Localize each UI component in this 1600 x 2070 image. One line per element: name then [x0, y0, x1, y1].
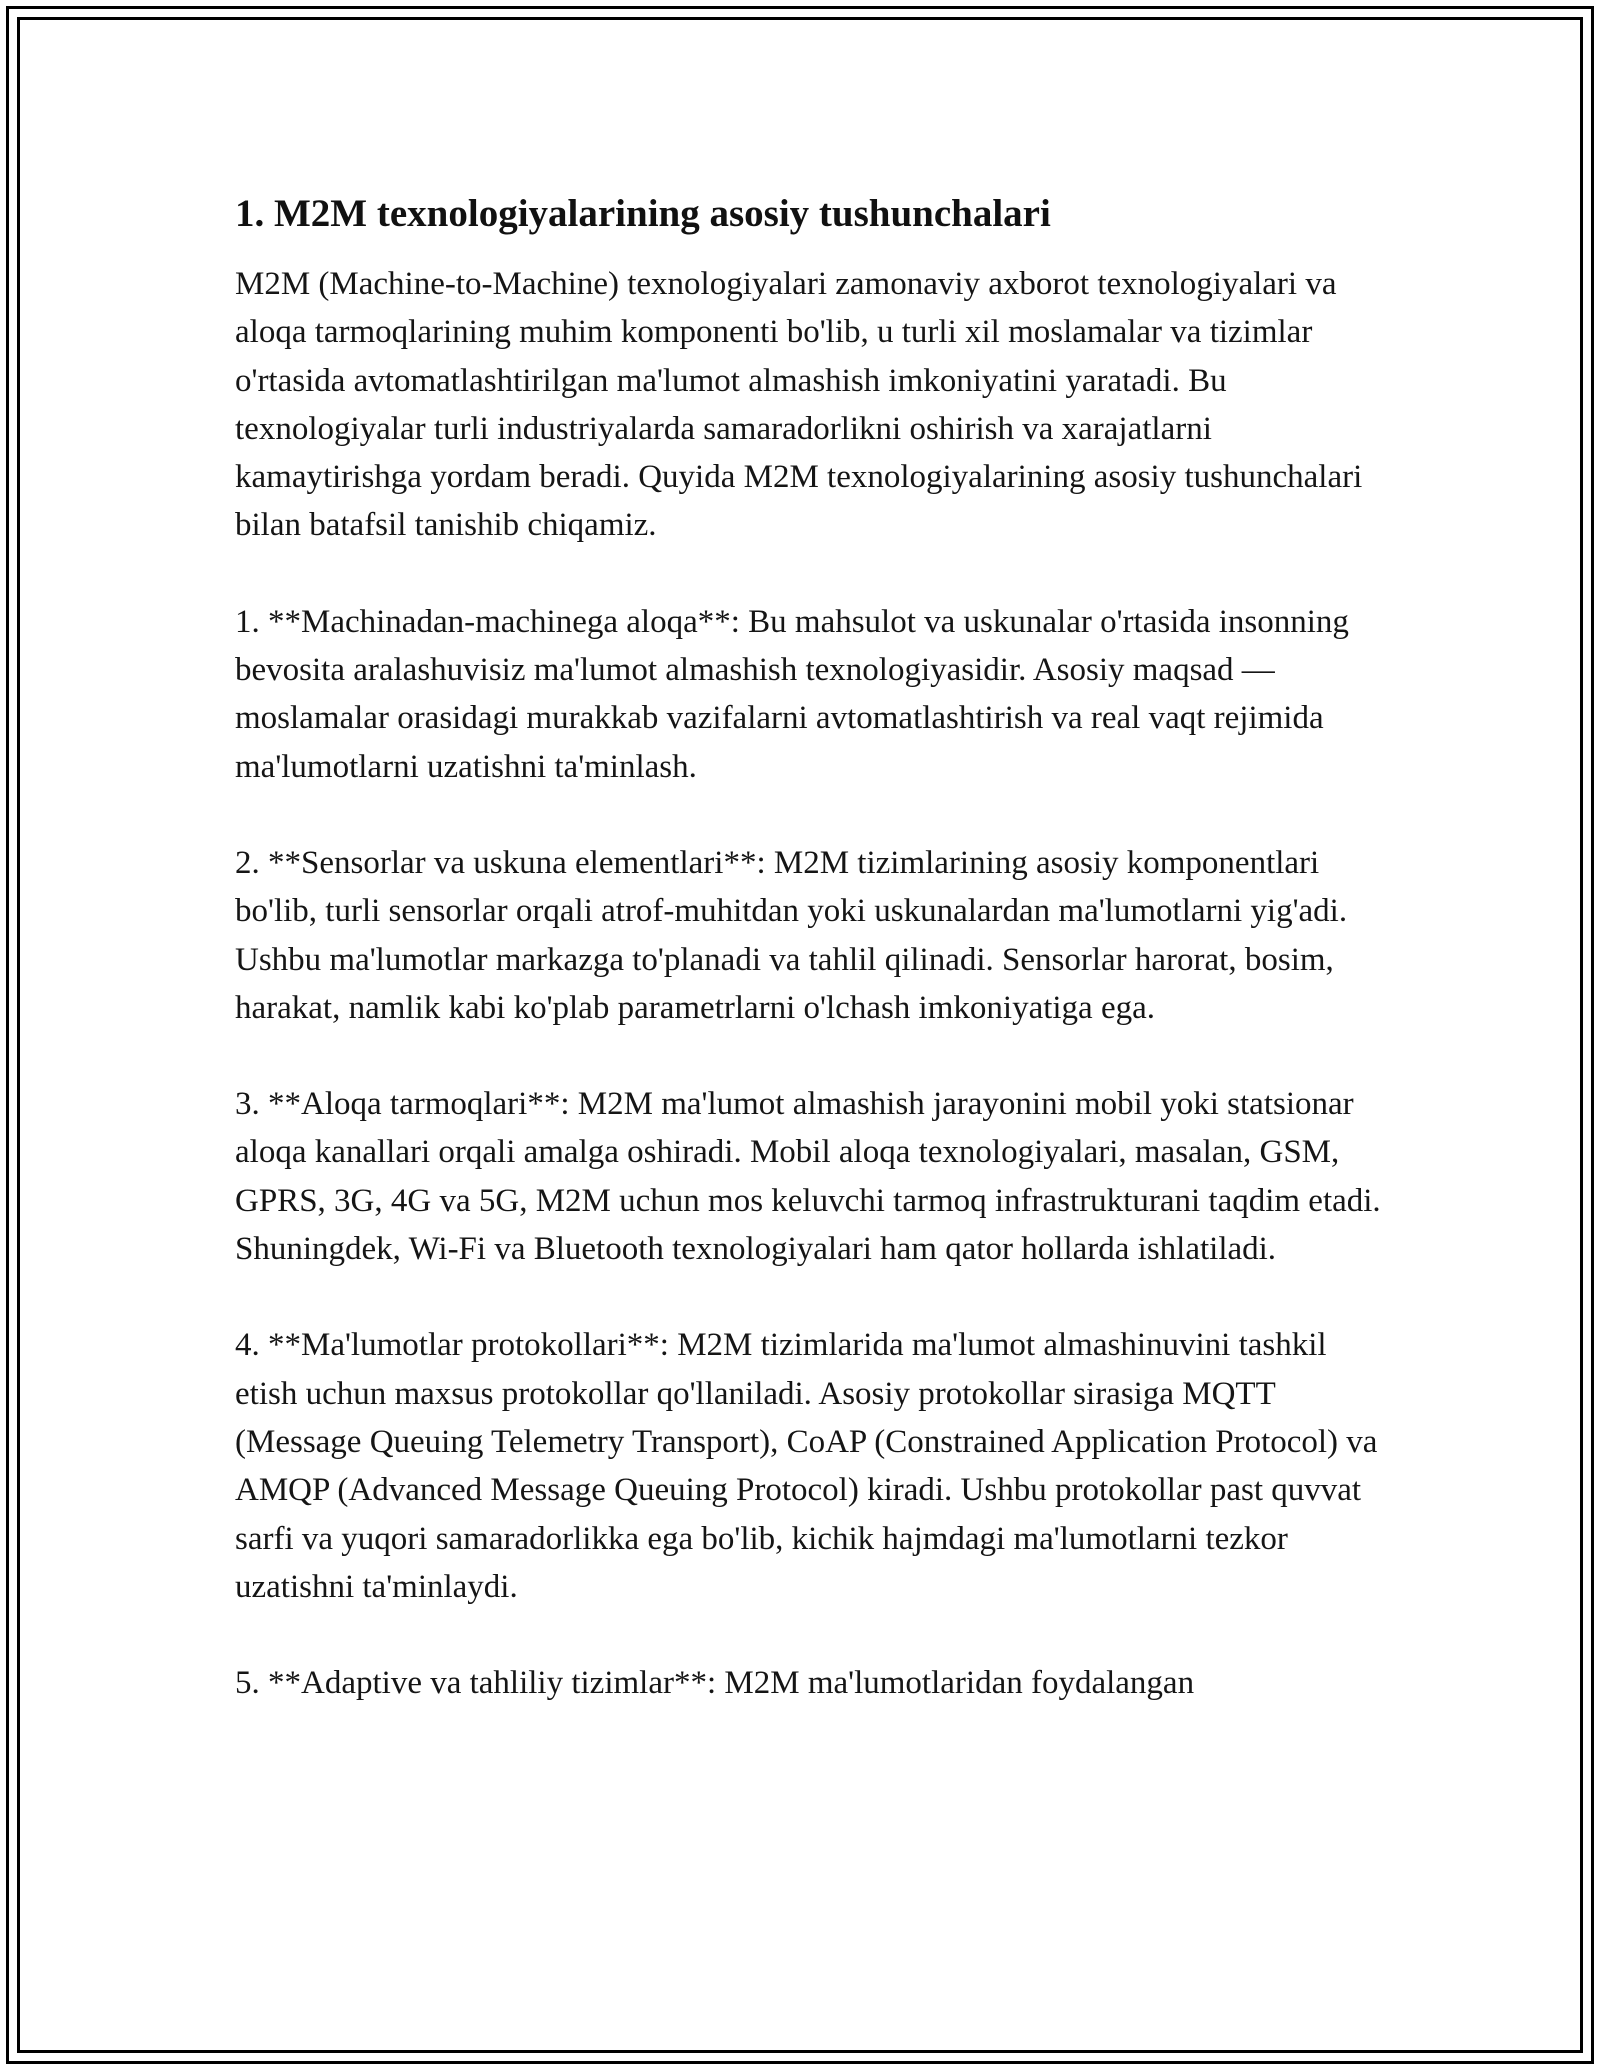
document-body: [235, 180, 1385, 1707]
list-item-sensors: 2. **Sensorlar va uskuna elementlari**: M2M tizimlarining asosiy komponentlari bo'lib, turli sensorlar orqali atrof-muhitdan yoki uskunalardan ma'lumotlarni yig'adi. Ushbu ma'lumotlar markazga to'planadi va tahlil qilinadi. Sensorlar harorat, bosim, harakat, namlik kabi ko'plab parametrlarni o'lchash imkoniyatiga ega.: [235, 844, 1348, 1026]
list-item-adaptive-systems: 5. **Adaptive va tahliliy tizimlar**: M2M ma'lumotlaridan foydalangan: [235, 1665, 1195, 1702]
list-item-networks: 3. **Aloqa tarmoqlari**: M2M ma'lumot almashish jarayonini mobil yoki statsionar aloqa kanallari orqali amalga oshiradi. Mobil aloqa texnologiyalari, masalan, GSM, GPRS, 3G, 4G va 5G, M2M uchun mos keluvchi tarmoq infrastrukturani taqdim etadi. Shuningdek, Wi-Fi va Bluetooth texnologiyalari ham qator hollarda ishlatiladi.: [235, 1086, 1381, 1268]
list-item-protocols: 4. **Ma'lumotlar protokollari**: M2M tizimlarida ma'lumot almashinuvini tashkil etish uchun maxsus protokollar qo'llaniladi. Asosiy protokollar sirasiga MQTT (Message Queuing Telemetry Transport), CoAP (Constrained Application Protocol) va AMQP (Advanced Message Queuing Protocol) kiradi. Ushbu protokollar past quvvat sarfi va yuqori samaradorlikka ega bo'lib, kichik hajmdagi ma'lumotlarni tezkor uzatishni ta'minlaydi.: [235, 1327, 1378, 1605]
list-item-machine-to-machine: 1. **Machinadan-machinega aloqa**: Bu mahsulot va uskunalar o'rtasida insonning bevosita aralashuvisiz ma'lumot almashish texnologiyasidir. Asosiy maqsad — moslamalar orasidagi murakkab vazifalarni avtomatlashtirish va real vaqt rejimida ma'lumotlarni uzatishni ta'minlash.: [235, 603, 1349, 785]
intro-paragraph: M2M (Machine-to-Machine) texnologiyalari zamonaviy axborot texnologiyalari va aloqa tarmoqlarining muhim komponenti bo'lib, u turli xil moslamalar va tizimlar o'rtasida avtomatlashtirilgan ma'lumot almashish imkoniyatini yaratadi. Bu texnologiyalar turli industriyalarda samaradorlikni oshirish va xarajatlarni kamaytirishga yordam beradi. Quyida M2M texnologiyalarining asosiy tushunchalari bilan batafsil tanishib chiqamiz.: [235, 266, 1363, 544]
section-heading: 1. M2M texnologiyalarining asosiy tushunchalari: [235, 192, 1051, 235]
